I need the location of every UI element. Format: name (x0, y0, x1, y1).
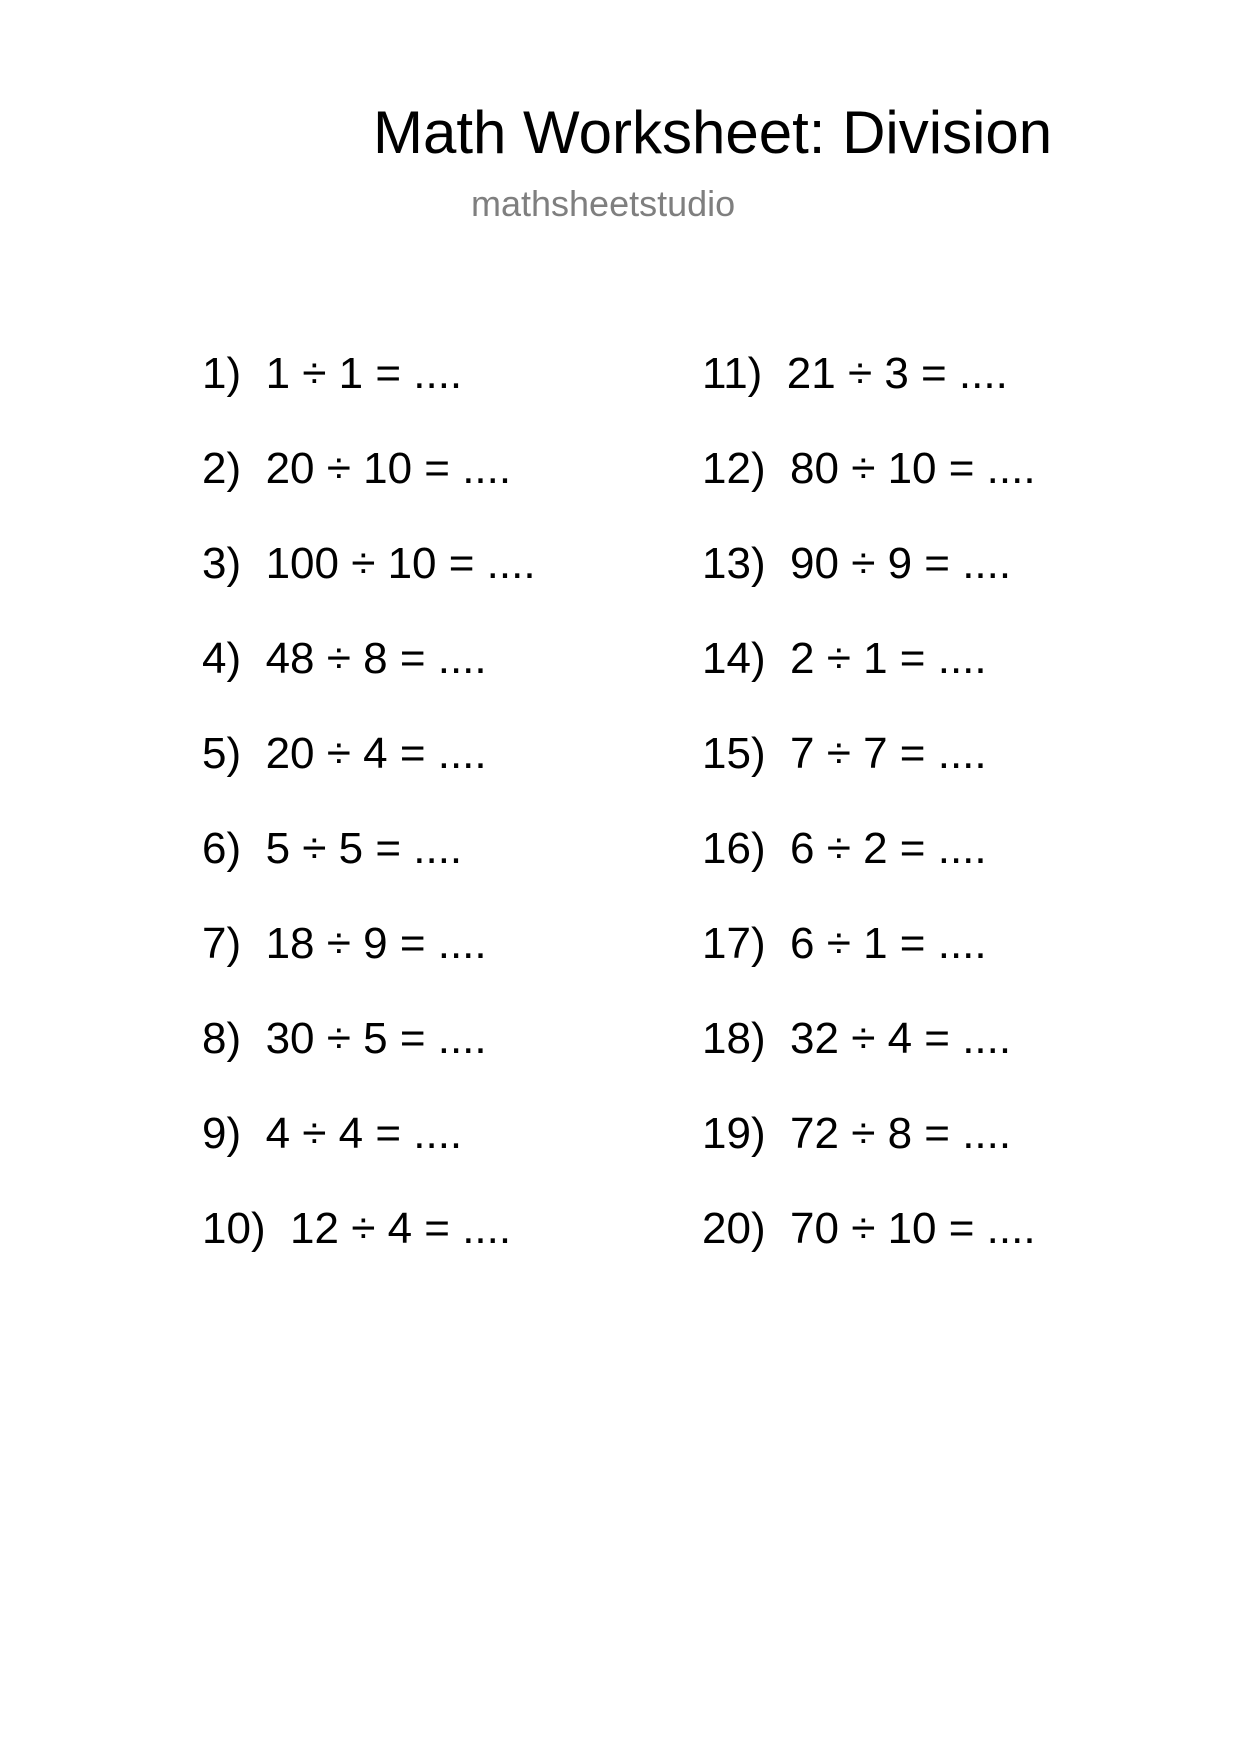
problem-item (702, 1014, 1036, 1112)
problem-item (202, 1014, 536, 1112)
problem-item (202, 824, 536, 922)
worksheet-title: Math Worksheet: Division (373, 99, 1053, 166)
problem-item (202, 539, 536, 637)
problems-right-column (702, 349, 1036, 1302)
problem-expression: 30 ÷ 5 = .... (265, 1014, 487, 1063)
problem-item (702, 919, 1036, 1017)
problem-item (702, 824, 1036, 922)
problem-number: 15) (702, 729, 766, 778)
problem-number: 6) (202, 824, 242, 873)
problem-expression: 70 ÷ 10 = .... (790, 1204, 1036, 1253)
problem-number: 12) (702, 444, 766, 493)
problem-number: 13) (702, 539, 766, 588)
problem-number: 17) (702, 919, 766, 968)
problem-expression: 6 ÷ 1 = .... (790, 919, 987, 968)
problem-expression: 48 ÷ 8 = .... (265, 634, 487, 683)
problem-expression: 1 ÷ 1 = .... (265, 349, 463, 398)
problem-expression: 90 ÷ 9 = .... (790, 539, 1012, 588)
problems-left-column (202, 349, 536, 1302)
problem-item (702, 444, 1036, 542)
problem-expression: 4 ÷ 4 = .... (265, 1109, 463, 1158)
problem-item (202, 634, 536, 732)
problem-expression: 6 ÷ 2 = .... (790, 824, 987, 873)
problem-expression: 5 ÷ 5 = .... (265, 824, 463, 873)
problem-number: 19) (702, 1109, 766, 1158)
problem-number: 8) (202, 1014, 242, 1063)
problem-number: 1) (202, 349, 242, 398)
problem-item (702, 349, 1036, 447)
problem-item (702, 539, 1036, 637)
problem-number: 7) (202, 919, 242, 968)
problem-number: 18) (702, 1014, 766, 1063)
problem-item (202, 919, 536, 1017)
problem-item (702, 729, 1036, 827)
problem-number: 14) (702, 634, 766, 683)
problem-item (202, 444, 536, 542)
problem-expression: 7 ÷ 7 = .... (790, 729, 987, 778)
problem-number: 10) (202, 1204, 266, 1253)
problem-item (202, 1109, 536, 1207)
problem-expression: 100 ÷ 10 = .... (265, 539, 536, 588)
problem-expression: 20 ÷ 10 = .... (265, 444, 512, 493)
problem-item (202, 1204, 536, 1302)
problem-number: 11) (702, 349, 763, 398)
problem-expression: 2 ÷ 1 = .... (790, 634, 987, 683)
problem-number: 4) (202, 634, 242, 683)
problem-expression: 20 ÷ 4 = .... (265, 729, 487, 778)
problem-expression: 21 ÷ 3 = .... (786, 349, 1008, 398)
problem-expression: 32 ÷ 4 = .... (790, 1014, 1012, 1063)
problem-number: 2) (202, 444, 242, 493)
problem-item (202, 729, 536, 827)
problem-expression: 18 ÷ 9 = .... (265, 919, 487, 968)
problem-item (702, 634, 1036, 732)
problem-number: 5) (202, 729, 242, 778)
problem-expression: 80 ÷ 10 = .... (790, 444, 1036, 493)
problem-expression: 72 ÷ 8 = .... (790, 1109, 1012, 1158)
problem-number: 16) (702, 824, 766, 873)
problem-number: 20) (702, 1204, 766, 1253)
problem-number: 3) (202, 539, 242, 588)
worksheet-subtitle: mathsheetstudio (471, 183, 736, 224)
problem-expression: 12 ÷ 4 = .... (290, 1204, 512, 1253)
problem-item (202, 349, 536, 447)
problem-item (702, 1204, 1036, 1302)
problem-item (702, 1109, 1036, 1207)
problem-number: 9) (202, 1109, 242, 1158)
